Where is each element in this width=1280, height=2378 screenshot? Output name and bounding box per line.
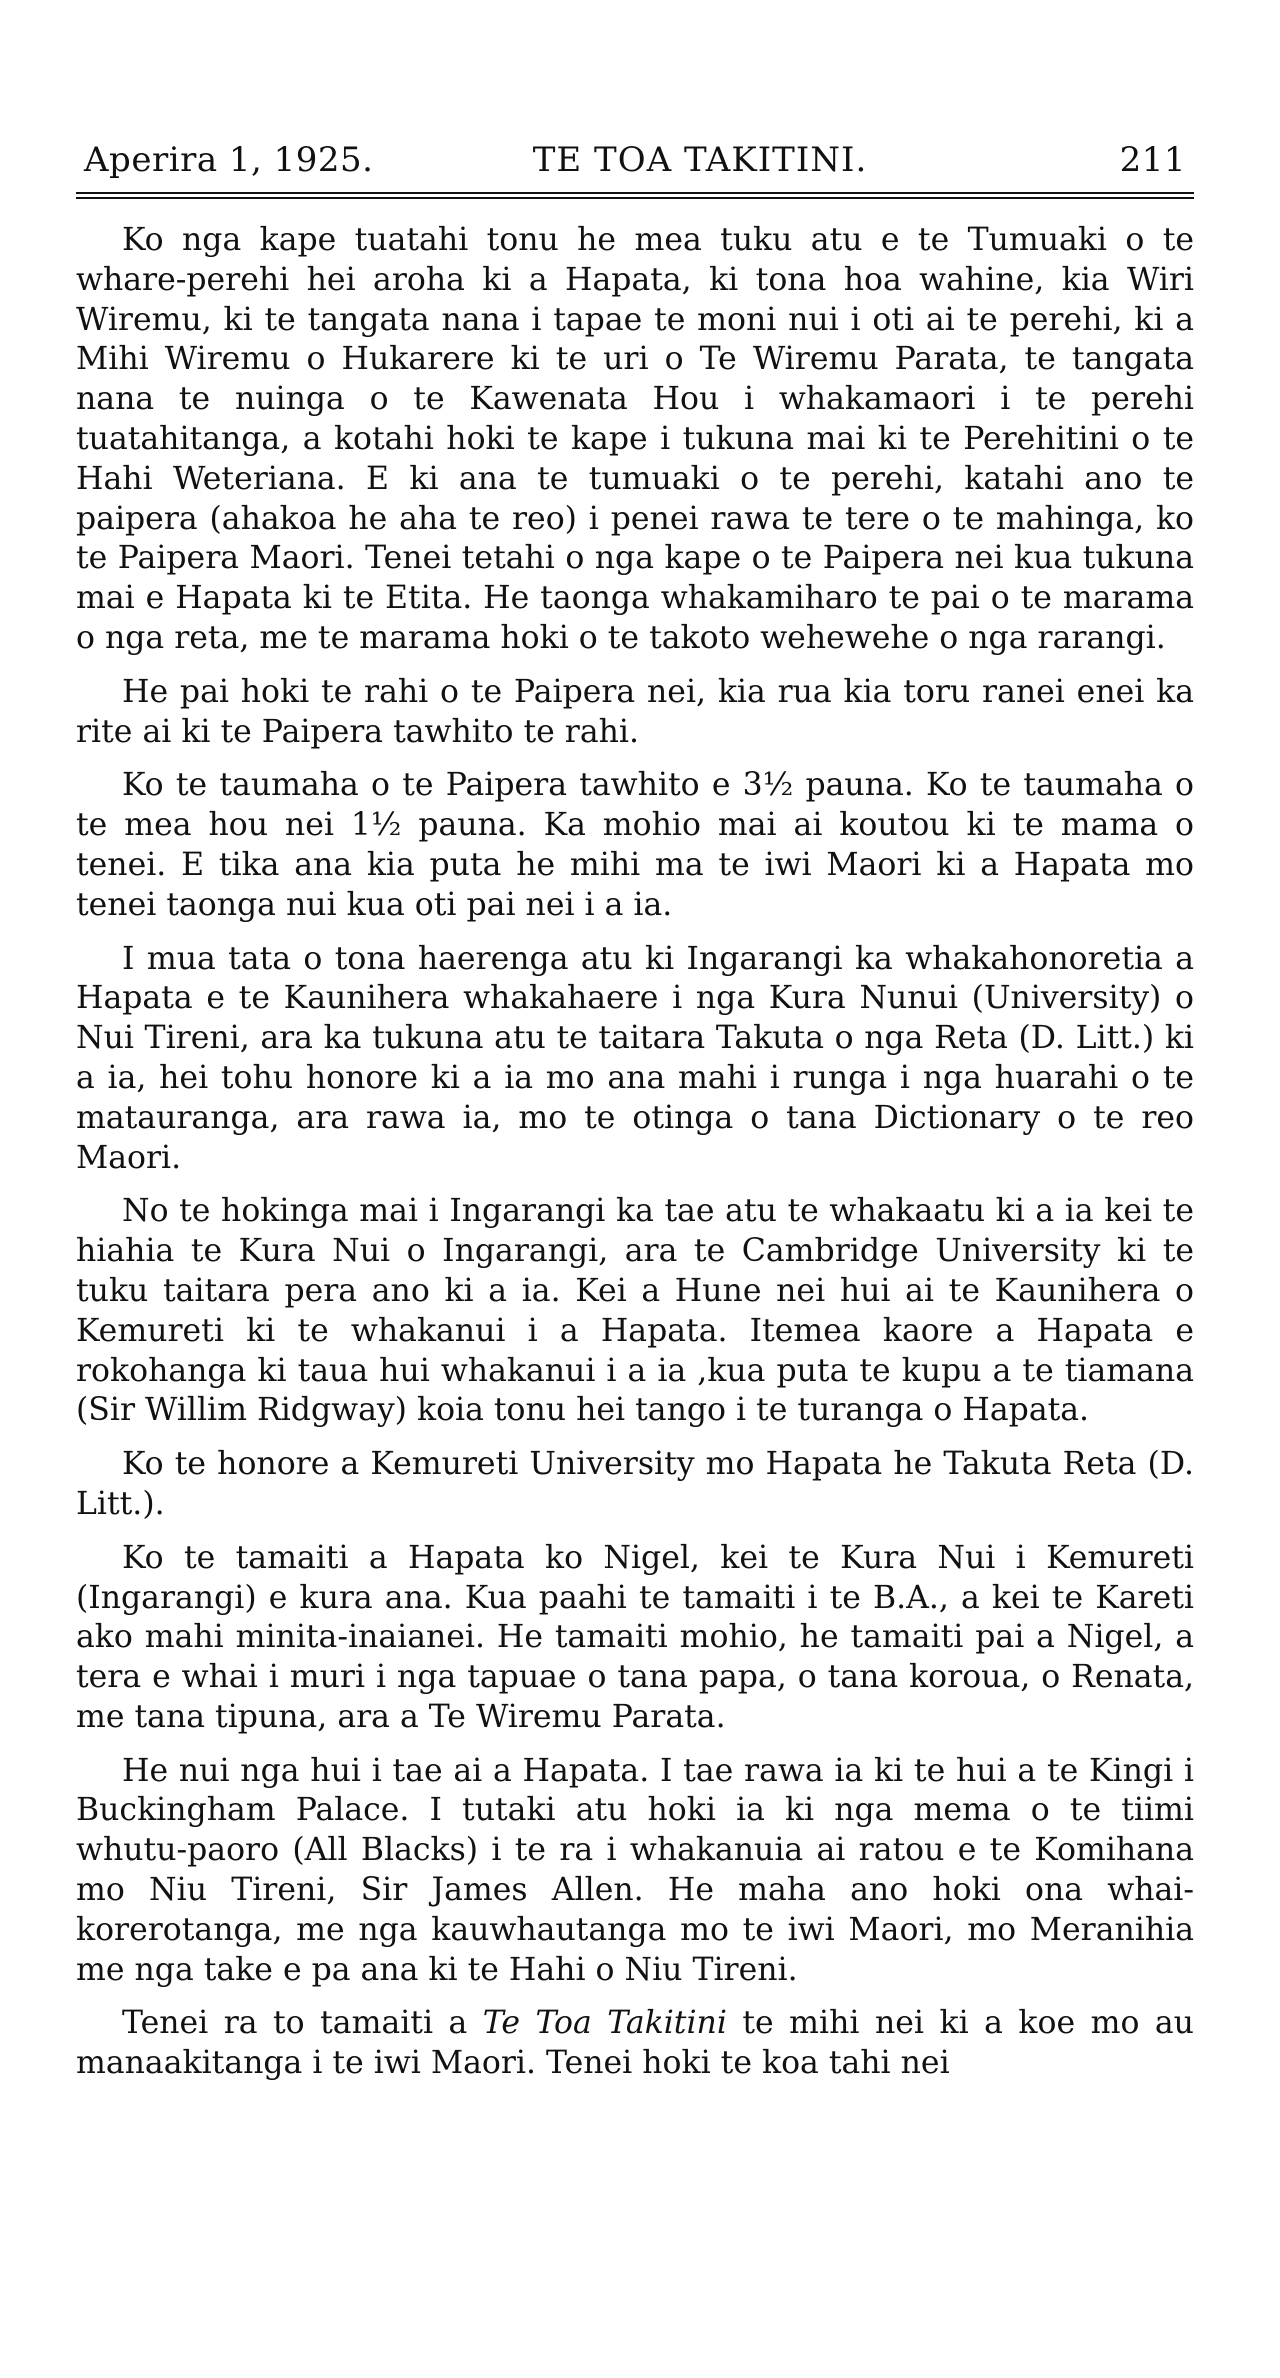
header-rule — [76, 192, 1194, 199]
paragraph: Ko te honore a Kemureti University mo Hapata he Takuta Reta (D. Litt.). — [76, 1446, 1194, 1522]
paragraph: No te hokinga mai i Ingarangi ka tae atu te whakaatu ki a ia kei te hiahia te Kura Nui o Ingarangi, ara te Cambridge University ki te tuku taitara pera ano ki a ia. Kei a Hune nei hui ai te Kaunihera o Kemureti ki te whakanui i a Hapata. Itemea kaore a Hapata e rokohanga ki taua hui whakanui i a ia ,kua puta te kupu a te tiamana (Sir Willim Ridgway) koia tonu hei tango i te turanga o Hapata. — [76, 1193, 1194, 1429]
paragraph-final-start: Tenei ra to tamaiti a — [122, 2005, 483, 2042]
paragraph-final-end: te mihi nei ki a koe mo au manaakitanga i te iwi Maori. Tenei hoki te koa tahi nei — [76, 2005, 1194, 2082]
paragraph: Ko te taumaha o te Paipera tawhito e 3½ pauna. Ko te taumaha o te mea hou nei 1½ pauna. Ka mohio mai ai koutou ki te mama o tenei. E tika ana kia puta he mihi ma te iwi Maori ki a Hapata mo tenei taonga nui kua oti pai nei i a ia. — [76, 767, 1194, 923]
header-title: TE TOA TAKITINI. — [532, 140, 868, 180]
paragraph-final — [76, 2004, 1194, 2084]
page-number: 211 — [1119, 140, 1186, 180]
paragraph: He pai hoki te rahi o te Paipera nei, kia rua kia toru ranei enei ka rite ai ki te Paipera tawhito te rahi. — [76, 673, 1194, 750]
article-body — [76, 221, 1194, 2084]
paragraph: Ko nga kape tuatahi tonu he mea tuku atu e te Tumuaki o te whare-perehi hei aroha ki a Hapata, ki tona hoa wahine, kia Wiri Wiremu, ki te tangata nana i tapae te moni nui i oti ai te perehi, ki a Mihi Wiremu o Hukarere ki te uri o Te Wiremu Parata, te tangata nana te nuinga o te Kawenata Hou i whakamaori i te perehi tuatahitanga, a kotahi hoki te kape i tukuna mai ki te Perehitini o te Hahi Weteriana. E ki ana te tumuaki o te perehi, katahi ano te paipera (ahakoa he aha te reo) i penei rawa te tere o te mahinga, ko te Paipera Maori. Tenei tetahi o nga kape o te Paipera nei kua tukuna mai e Hapata ki te Etita. He taonga whakamiharo te pai o te marama o nga reta, me te marama hoki o te takoto wehewehe o nga rarangi. — [76, 222, 1194, 656]
page — [76, 140, 1194, 2084]
paragraph: Ko te tamaiti a Hapata ko Nigel, kei te Kura Nui i Kemureti (Ingarangi) e kura ana. Kua paahi te tamaiti i te B.A., a kei te Kareti ako mahi minita-inaianei. He tamaiti mohio, he tamaiti pai a Nigel, a tera e whai i muri i nga tapuae o tana papa, o tana koroua, o Renata, me tana tipuna, ara a Te Wiremu Parata. — [76, 1539, 1194, 1735]
running-header — [76, 140, 1194, 180]
newspaper-name: Te Toa Takitini — [482, 2005, 727, 2042]
header-date: Aperira 1, 1925. — [84, 140, 374, 180]
paragraph: I mua tata o tona haerenga atu ki Ingarangi ka whakahonoretia a Hapata e te Kaunihera whakahaere i nga Kura Nunui (University) o Nui Tireni, ara ka tukuna atu te taitara Takuta o nga Reta (D. Litt.) ki a ia, hei tohu honore ki a ia mo ana mahi i runga i nga huarahi o te matauranga, ara rawa ia, mo te otinga o tana Dictionary o te reo Maori. — [76, 940, 1194, 1176]
paragraph: He nui nga hui i tae ai a Hapata. I tae rawa ia ki te hui a te Kingi i Buckingham Palace. I tutaki atu hoki ia ki nga mema o te tiimi whutu-paoro (All Blacks) i te ra i whakanuia ai ratou e te Komihana mo Niu Tireni, Sir James Allen. He maha ano hoki ona whai-korerotanga, me nga kauwhautanga mo te iwi Maori, mo Meranihia me nga take e pa ana ki te Hahi o Niu Tireni. — [76, 1752, 1194, 1988]
